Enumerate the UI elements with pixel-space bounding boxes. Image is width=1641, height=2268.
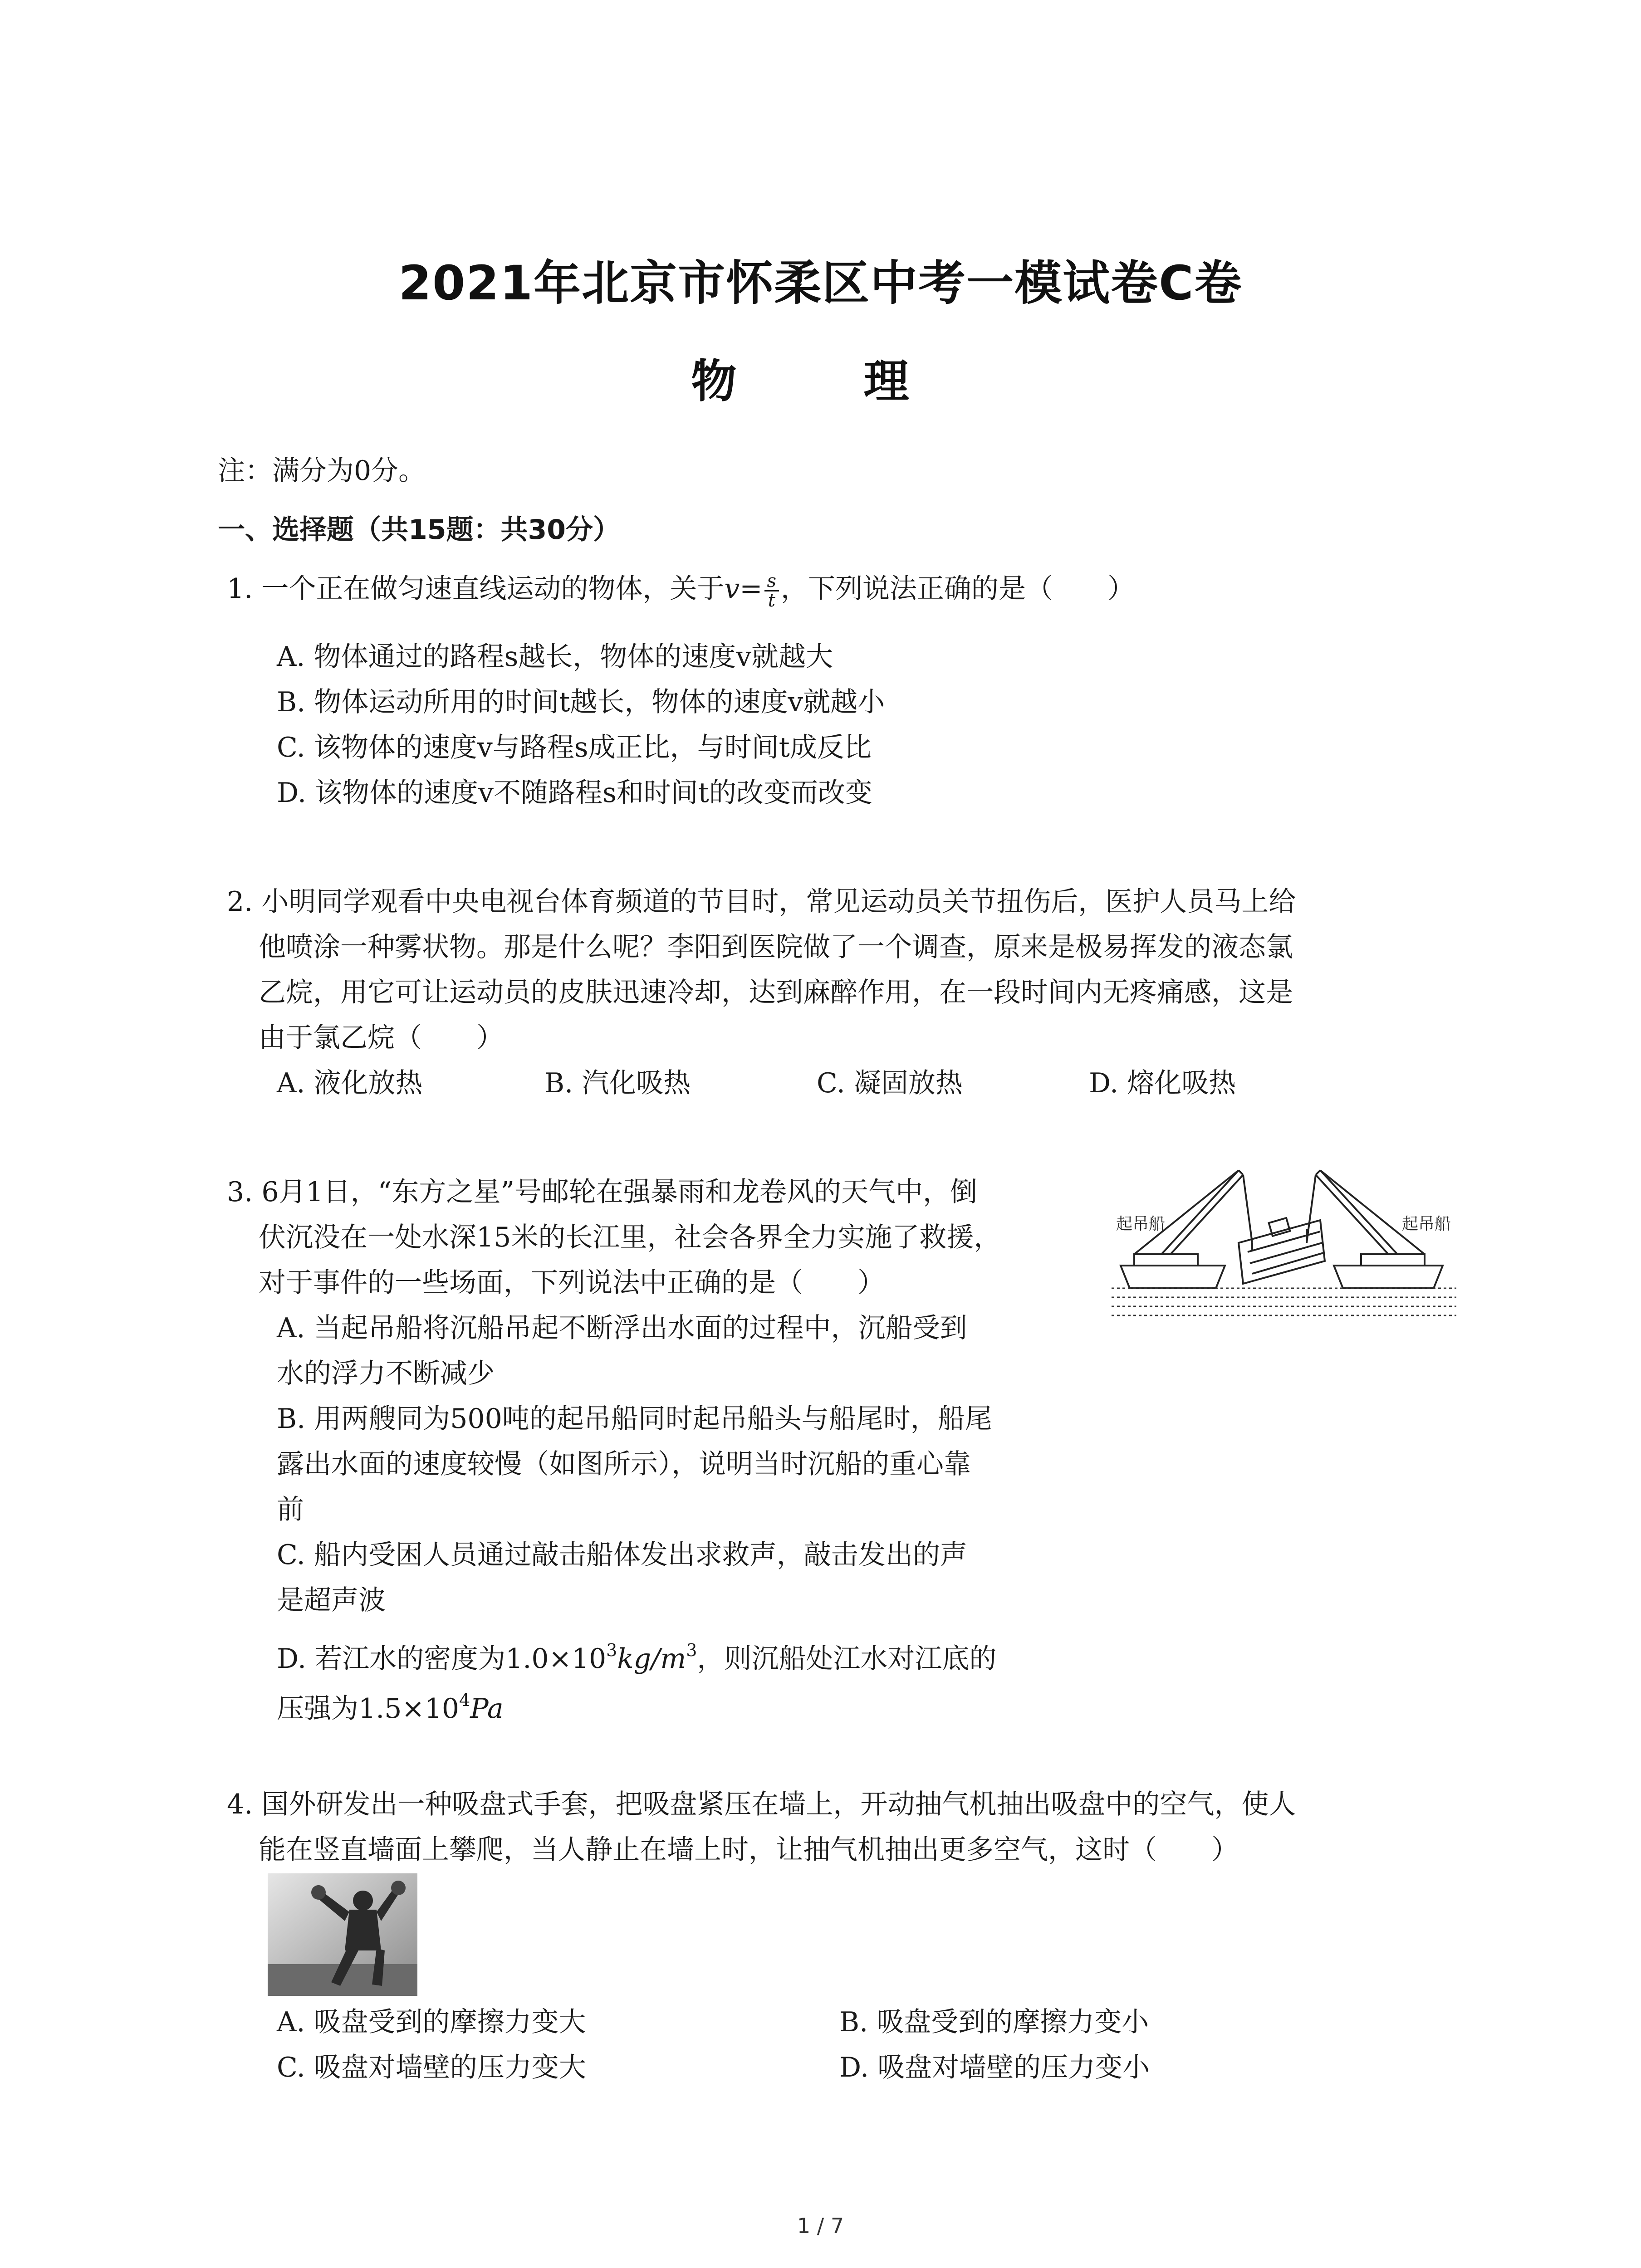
- question-4-line-1: 4. 国外研发出一种吸盘式手套，把吸盘紧压在墙上，开动抽气机抽出吸盘中的空气，使人: [227, 1789, 1296, 1820]
- q2-option-c: C. 凝固放热: [817, 1067, 963, 1099]
- q4-option-b: B. 吸盘受到的摩擦力变小: [839, 2006, 1149, 2038]
- q3-option-c-line-1: C. 船内受困人员通过敲击船体发出求救声，敲击发出的声: [277, 1539, 967, 1571]
- q4-option-a: A. 吸盘受到的摩擦力变大: [277, 2006, 586, 2038]
- q1-option-b: B. 物体运动所用的时间t越长，物体的速度v就越小: [277, 686, 885, 718]
- fraction-s-over-t: $\frac{s}{t}$: [764, 572, 779, 610]
- q1-option-c: C. 该物体的速度v与路程s成正比，与时间t成反比: [277, 732, 872, 763]
- q3-option-b-line-3: 前: [277, 1494, 304, 1525]
- subject-title: 物 理: [691, 355, 950, 408]
- q3-option-c-line-2: 是超声波: [277, 1584, 386, 1616]
- page-number: 1 / 7: [797, 2214, 844, 2238]
- q3-option-b-line-1: B. 用两艘同为500吨的起吊船同时起吊船头与船尾时，船尾: [277, 1403, 992, 1435]
- q1-option-d: D. 该物体的速度v不随路程s和时间t的改变而改变: [277, 777, 872, 809]
- q2-option-d: D. 熔化吸热: [1089, 1067, 1236, 1099]
- q3-option-b-line-2: 露出水面的速度较慢（如图所示），说明当时沉船的重心靠: [277, 1448, 971, 1480]
- question-2-line-1: 2. 小明同学观看中央电视台体育频道的节目时，常见运动员关节扭伤后，医护人员马上给: [227, 886, 1296, 918]
- question-4-line-2: 能在竖直墙面上攀爬，当人静止在墙上时，让抽气机抽出更多空气，这时（ ）: [259, 1834, 1239, 1866]
- q3-option-a-line-1: A. 当起吊船将沉船吊起不断浮出水面的过程中，沉船受到: [277, 1312, 967, 1344]
- question-2-line-2: 他喷涂一种雾状物。那是什么呢？李阳到医院做了一个调查，原来是极易挥发的液态氯: [259, 931, 1293, 963]
- question-3-line-3: 对于事件的一些场面，下列说法中正确的是（ ）: [259, 1267, 885, 1299]
- document-title: 2021年北京市怀柔区中考一模试卷C卷: [398, 255, 1243, 311]
- section-heading: 一、选择题（共15题：共30分）: [218, 514, 620, 546]
- q1-option-a: A. 物体通过的路程s越长，物体的速度v就越大: [277, 641, 833, 673]
- q2-option-b: B. 汽化吸热: [544, 1067, 691, 1099]
- q3-option-d-line-1: D. 若江水的密度为$1.0\times 10^3kg/m^3$，则沉船处江水对江底的: [277, 1640, 997, 1675]
- crane-ship-label-left: 起吊船: [1116, 1215, 1166, 1233]
- q4-option-c: C. 吸盘对墙壁的压力变大: [277, 2052, 586, 2083]
- score-note: 注：满分为0分。: [218, 455, 426, 487]
- q3-option-d-line-2: 压强为$1.5\times 10^4Pa$: [277, 1690, 504, 1725]
- question-3-line-1: 3. 6月1日，“东方之星”号邮轮在强暴雨和龙卷风的天气中，倒: [227, 1176, 978, 1208]
- q2-option-a: A. 液化放热: [277, 1067, 423, 1099]
- q3-option-a-line-2: 水的浮力不断减少: [277, 1358, 495, 1389]
- question-1-stem: 1. 一个正在做匀速直线运动的物体，关于v= $\frac{s}{t}$ ，下列说法正确的是（ ）: [227, 570, 1135, 611]
- question-2-line-4: 由于氯乙烷（ ）: [259, 1022, 504, 1054]
- q4-option-d: D. 吸盘对墙壁的压力变小: [839, 2052, 1150, 2083]
- question-2-line-3: 乙烷，用它可让运动员的皮肤迅速冷却，达到麻醉作用，在一段时间内无疼痛感，这是: [259, 977, 1293, 1008]
- question-3-line-2: 伏沉没在一处水深15米的长江里，社会各界全力实施了救援，: [259, 1222, 1001, 1253]
- wall-climber-photo: [268, 1873, 417, 1996]
- salvage-ships-figure: [1107, 1152, 1461, 1334]
- crane-ship-label-right: 起吊船: [1402, 1215, 1451, 1233]
